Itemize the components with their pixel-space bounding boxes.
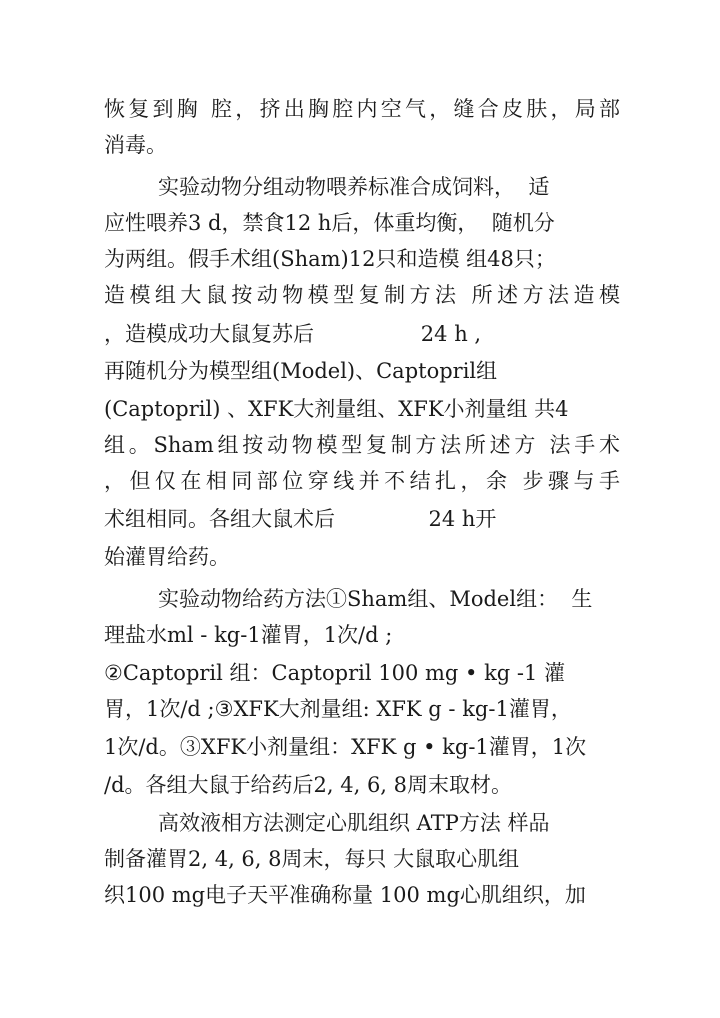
text-line: ，造模成功大鼠复苏后 24 h , — [104, 322, 482, 346]
text-line: 恢复到胸 腔，挤出胸腔内空气，缝合皮肤，局部 — [104, 97, 620, 121]
text-line: 再随机分为模型组(Model)、Captopril组 — [104, 359, 498, 383]
text-line: 术组相同。各组大鼠术后 24 h开 — [104, 507, 497, 531]
text-line: 高效液相方法测定心肌组织 ATP方法 样品 — [158, 811, 550, 835]
text-line: 织100 mg电子天平准确称量 100 mg心肌组织，加 — [104, 883, 586, 907]
text-line: 理盐水ml - kg-1灌胃，1次/d ; — [104, 623, 393, 647]
text-line: 实验动物给药方法①Sham组、Model组： 生 — [158, 587, 593, 611]
text-line: 造模组大鼠按动物模型复制方法 所述方法造模 — [104, 283, 620, 307]
text-line: 实验动物分组动物喂养标准合成饲料， 适 — [158, 175, 550, 199]
text-line: ②Captopril 组：Captopril 100 mg • kg -1 灌 — [104, 661, 566, 685]
text-line: 消毒。 — [104, 133, 167, 157]
text-line: 制备灌胃2, 4, 6, 8周末，每只 大鼠取心肌组 — [104, 847, 520, 871]
text-line: 为两组。假手术组(Sham)12只和造模 组48只； — [104, 247, 556, 271]
text-line: ，但仅在相同部位穿线并不结扎，余 步骤与手 — [104, 469, 620, 493]
text-line: 1次/d。③XFK小剂量组：XFK g • kg-1灌胃，1次 — [104, 735, 587, 759]
text-line: (Captopril) 、XFK大剂量组、XFK小剂量组 共4 — [104, 397, 569, 421]
text-line: 始灌胃给药。 — [104, 545, 230, 569]
text-line: /d。各组大鼠于给药后2, 4, 6, 8周末取材。 — [104, 773, 513, 797]
text-line: 胃，1次/d ;③XFK大剂量组: XFK g - kg-1灌胃， — [104, 697, 572, 721]
text-line: 应性喂养3 d，禁食12 h后，体重均衡， 随机分 — [104, 211, 555, 235]
text-line: 组。Sham组按动物模型复制方法所述方 法手术 — [104, 433, 620, 457]
